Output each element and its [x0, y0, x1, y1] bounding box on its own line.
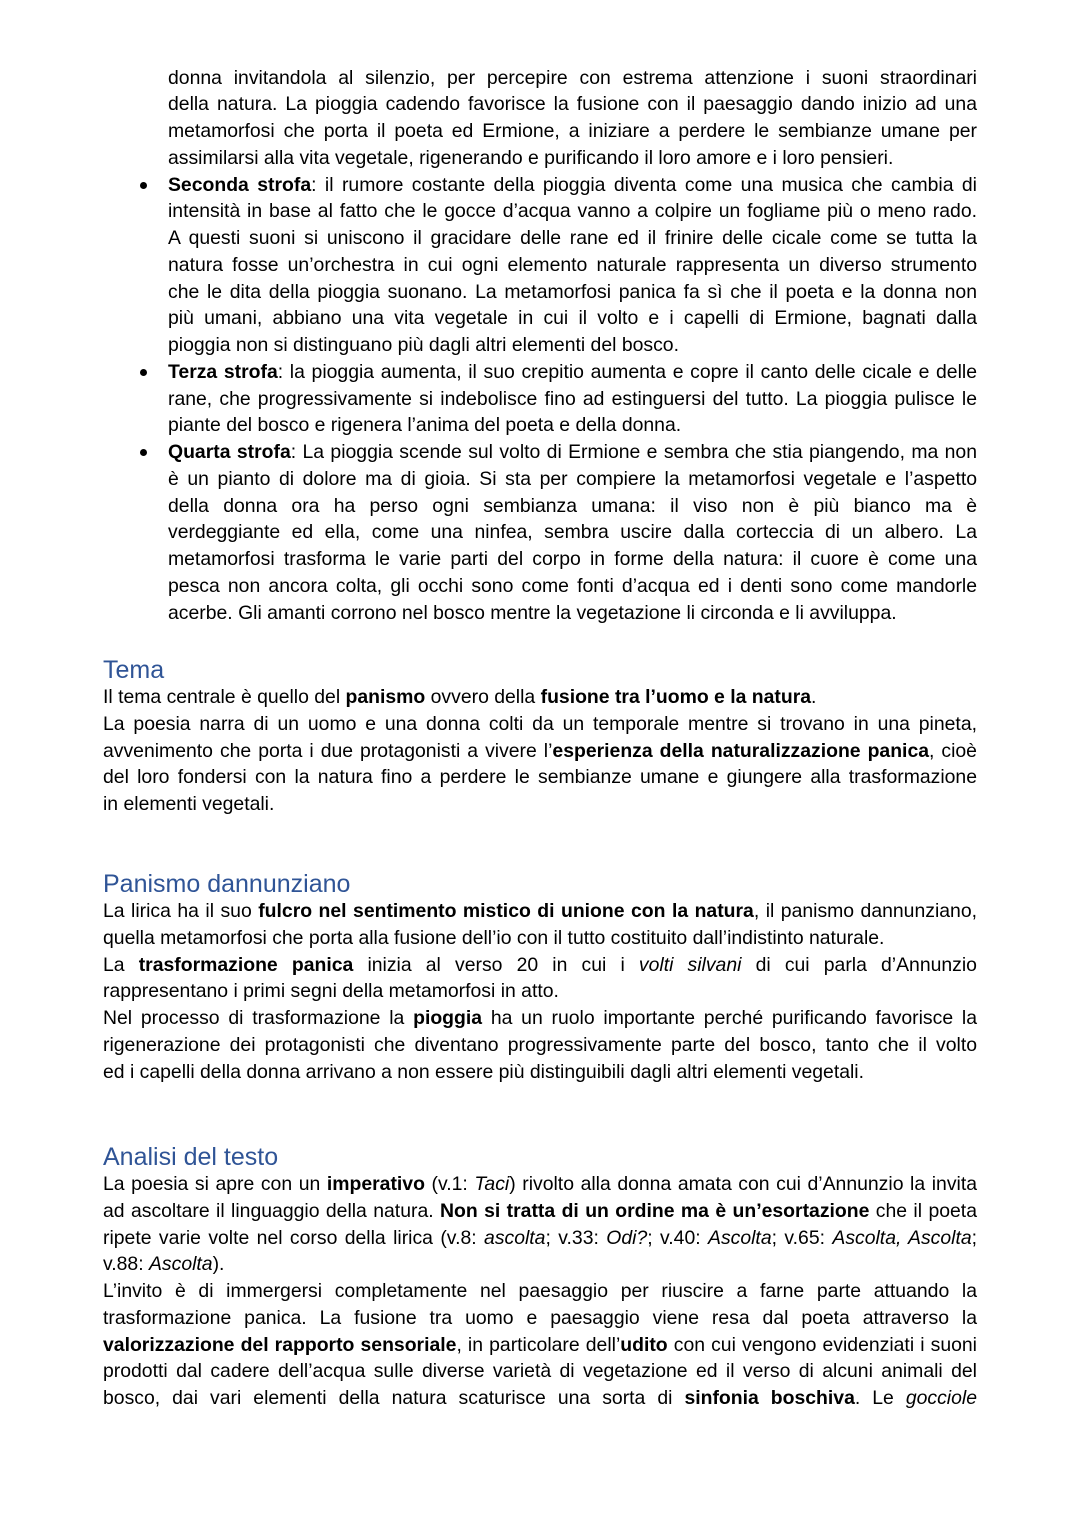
- text-line: [168, 279, 977, 306]
- text-line: [168, 493, 977, 520]
- text-line: [103, 898, 977, 925]
- text-line: [103, 1225, 977, 1252]
- paragraph: [103, 711, 977, 818]
- text-run: assimilarsi alla vita vegetale, rigenerando e purificando il loro amore e i loro pensieri.: [168, 146, 894, 169]
- text-run: di cui parla d’Annunzio: [741, 953, 977, 976]
- bold-text: sinfonia boschiva: [684, 1387, 855, 1409]
- text-run: : La pioggia scende sul volto di Ermione e sembra che stia piangendo, ma non: [290, 441, 977, 464]
- text-run: metamorfosi trasforma le varie parti del corpo in forme della natura: il cuore è come una: [168, 548, 977, 571]
- text-line: [103, 684, 977, 711]
- paragraph: [103, 1005, 977, 1085]
- paragraph: [168, 439, 977, 626]
- paragraph: [168, 172, 977, 359]
- paragraph: [103, 1278, 977, 1412]
- bold-text: imperativo: [326, 1173, 425, 1195]
- text-line: [103, 738, 977, 765]
- bullet-icon: [140, 182, 147, 189]
- text-run: La poesia narra di un uomo e una donna colti da un temporale mentre si trovano in una pineta,: [103, 712, 977, 735]
- bullet-icon: [140, 369, 147, 376]
- text-line: [168, 145, 977, 172]
- text-run: Nel processo di trasformazione la: [103, 1007, 414, 1029]
- text-run: della natura. La pioggia cadendo favorisce la fusione con il paesaggio dando inizio ad una: [168, 93, 977, 116]
- text-run: : la pioggia aumenta, il suo crepitio aumenta e copre il canto delle cicale e delle: [277, 360, 977, 383]
- text-line: [103, 1278, 977, 1305]
- text-run: v.88:: [103, 1253, 149, 1276]
- bold-text: panismo: [345, 686, 426, 708]
- text-line: [103, 764, 977, 791]
- text-run: quella metamorfosi che porta alla fusione dell’io con il tutto costituito dall’indistinto naturale.: [103, 926, 885, 949]
- text-run: rigenerazione dei protagonisti che diventano progressivamente parte del bosco, tanto che il volto: [103, 1033, 977, 1056]
- list-item-quarta-strofa: [168, 439, 977, 626]
- text-run: ; v.33:: [545, 1226, 607, 1249]
- text-line: [103, 978, 977, 1005]
- italic-text: Taci: [474, 1173, 510, 1195]
- text-run: ).: [212, 1253, 225, 1276]
- italic-text: gocciole: [905, 1387, 977, 1409]
- bold-text: Quarta strofa: [168, 441, 291, 464]
- text-line: [103, 1251, 977, 1278]
- text-run: La lirica ha il suo: [103, 900, 259, 922]
- text-line: [168, 198, 977, 225]
- bold-text: valorizzazione del rapporto sensoriale: [103, 1333, 457, 1356]
- text-run: , cioè: [929, 739, 977, 762]
- italic-text: volti silvani: [638, 953, 742, 976]
- text-line: [168, 386, 977, 413]
- list-item-terza-strofa: [168, 359, 977, 439]
- text-run: che le dita della pioggia suonano. La metamorfosi panica fa sì che il poeta e la donna non: [168, 280, 977, 303]
- text-line: [168, 412, 977, 439]
- text-run: ; v.40:: [647, 1226, 709, 1249]
- text-run: è un pianto di dolore ma di gioia. Si sta per compiere la metamorfosi vegetale e l’aspetto: [168, 467, 977, 490]
- italic-text: ascolta: [484, 1226, 546, 1249]
- section-tema: [103, 656, 977, 818]
- italic-text: Odi?: [606, 1226, 648, 1249]
- paragraph: [103, 1171, 977, 1278]
- section-heading: Tema: [103, 656, 165, 684]
- text-run: Il tema centrale è quello del: [103, 686, 346, 708]
- text-run: : il rumore costante della pioggia diventa come una musica che cambia di: [311, 173, 977, 196]
- text-line: [168, 225, 977, 252]
- text-line: [168, 359, 977, 386]
- text-run: pioggia non si distinguano più dagli altri elementi del bosco.: [168, 334, 679, 357]
- text-run: , il panismo dannunziano,: [753, 900, 977, 922]
- text-line: [103, 1059, 977, 1086]
- text-run: rane, che progressivamente si indebolisce fino ad estinguersi del tutto. La pioggia pulisce le: [168, 387, 977, 410]
- text-line: [103, 1198, 977, 1225]
- text-line: [103, 711, 977, 738]
- text-run: piante del bosco e rigenera l’anima del poeta e della donna.: [168, 414, 682, 437]
- text-line: [168, 573, 977, 600]
- text-run: ripete varie volte nel corso della lirica (v.8:: [103, 1226, 485, 1249]
- bold-text: pioggia: [413, 1007, 483, 1029]
- text-run: (v.1:: [424, 1173, 475, 1195]
- text-run: del loro fondersi con la natura fino a perdere le sembianze umane e giungere alla trasformazione: [103, 766, 977, 789]
- text-line: [103, 1305, 977, 1332]
- bullet-icon: [140, 449, 147, 456]
- text-run: trasformazione panica. La fusione tra uomo e paesaggio viene resa dal poeta attraverso la: [103, 1306, 977, 1329]
- text-run: rappresentano i primi segni della metamorfosi in atto.: [103, 980, 559, 1003]
- text-run: pesca non ancora colta, gli occhi sono come fonti d’acqua ed i denti sono come mandorle: [168, 574, 977, 597]
- text-run: ovvero della: [425, 686, 541, 708]
- text-line: [168, 305, 977, 332]
- text-run: L’invito è di immergersi completamente nel paesaggio per riuscire a farne parte attuando la: [103, 1280, 977, 1302]
- text-run: ;: [971, 1226, 978, 1249]
- text-run: con cui vengono evidenziati i suoni: [667, 1333, 977, 1356]
- text-run: intensità in base al fatto che le gocce d’acqua vanno a colpire un fogliame più o meno rado.: [168, 200, 977, 223]
- text-run: acerbe. Gli amanti corrono nel bosco mentre la vegetazione li circonda e li avviluppa.: [168, 601, 897, 624]
- text-line: [168, 252, 977, 279]
- text-line: [103, 1032, 977, 1059]
- text-line: [103, 1171, 977, 1198]
- text-line: [103, 1005, 977, 1032]
- text-run: natura fosse un’orchestra in cui ogni elemento naturale rappresenta un diverso strumento: [168, 253, 977, 276]
- bold-text: esperienza della naturalizzazione panica: [552, 739, 930, 762]
- text-run: avvenimento che porta i due protagonisti a vivere l’: [103, 739, 553, 762]
- text-line: [168, 439, 977, 466]
- text-line: [168, 118, 977, 145]
- section-heading: Analisi del testo: [103, 1143, 279, 1171]
- bold-text: udito: [620, 1333, 668, 1356]
- text-line: [168, 546, 977, 573]
- text-run: ad ascoltare il linguaggio della natura.: [103, 1199, 441, 1222]
- text-run: . Le: [854, 1387, 906, 1409]
- text-run: .: [811, 686, 817, 708]
- italic-text: Ascolta: [708, 1226, 772, 1249]
- bold-text: Terza strofa: [168, 360, 278, 383]
- text-line: [168, 466, 977, 493]
- text-line: [103, 1358, 977, 1385]
- text-line: [168, 91, 977, 118]
- paragraph: [168, 359, 977, 439]
- text-run: verdeggiante ed ella, come una ninfea, sembra uscire dalla corteccia di un albero. La: [168, 521, 977, 544]
- text-run: in elementi vegetali.: [103, 793, 275, 815]
- bold-text: Seconda strofa: [168, 173, 312, 196]
- section-heading: Panismo dannunziano: [103, 870, 351, 898]
- text-line: [103, 1332, 977, 1359]
- paragraph: [103, 898, 977, 952]
- section-panismo-dannunziano: [103, 870, 977, 1085]
- bold-text: fusione tra l’uomo e la natura: [540, 686, 812, 708]
- paragraph: [168, 65, 977, 172]
- paragraph: [103, 684, 977, 711]
- bold-text: Non si tratta di un ordine ma è un’esortazione: [440, 1199, 870, 1222]
- text-run: inizia al verso 20 in cui i: [353, 953, 639, 976]
- text-run: La poesia si apre con un: [103, 1173, 327, 1195]
- text-line: [168, 172, 977, 199]
- text-line: [168, 519, 977, 546]
- text-run: donna invitandola al silenzio, per percepire con estrema attenzione i suoni straordinari: [168, 66, 977, 89]
- text-line: [103, 925, 977, 952]
- text-line: [168, 65, 977, 92]
- list-item-continuation: [168, 65, 977, 172]
- text-line: [168, 600, 977, 627]
- text-run: prodotti dal cadere dell’acqua sulle diverse varietà di vegetazione ed il verso di alcuni animali del: [103, 1360, 977, 1383]
- strophe-list: [168, 65, 977, 627]
- text-line: [103, 952, 977, 979]
- text-line: [103, 791, 977, 818]
- text-line: [168, 332, 977, 359]
- text-run: metamorfosi che porta il poeta ed Ermione, a iniziare a perdere le sembianze umane per: [168, 120, 977, 143]
- section-analisi-del-testo: [103, 1143, 977, 1412]
- text-run: La: [103, 953, 139, 976]
- text-run: della donna ora ha perso ogni sembianza umana: il viso non è più bianco ma è: [168, 494, 977, 517]
- text-line: [103, 1385, 977, 1412]
- paragraph: [103, 952, 977, 1006]
- italic-text: Ascolta: [149, 1253, 213, 1276]
- italic-text: Ascolta, Ascolta: [832, 1226, 972, 1249]
- text-run: ha un ruolo importante perché purificando favorisce la: [482, 1007, 977, 1029]
- text-run: più umani, abbiano una vita vegetale in cui il volto e i capelli di Ermione, bagnati dalla: [168, 307, 977, 330]
- text-run: A questi suoni si uniscono il gracidare delle rane ed il frinire delle cicale come se tutta la: [168, 227, 977, 250]
- list-item-seconda-strofa: [168, 172, 977, 359]
- text-run: ed i capelli della donna arrivano a non essere più distinguibili dagli altri elementi vegetali.: [103, 1060, 865, 1083]
- bold-text: fulcro nel sentimento mistico di unione con la natura: [258, 900, 754, 922]
- text-run: , in particolare dell’: [456, 1333, 621, 1356]
- text-run: ) rivolto alla donna amata con cui d’Annunzio la invita: [509, 1173, 977, 1195]
- text-run: bosco, dai vari elementi della natura scaturisce una sorta di: [103, 1387, 685, 1409]
- text-run: ; v.65:: [771, 1226, 833, 1249]
- bold-text: trasformazione panica: [138, 953, 354, 976]
- text-run: che il poeta: [869, 1199, 977, 1222]
